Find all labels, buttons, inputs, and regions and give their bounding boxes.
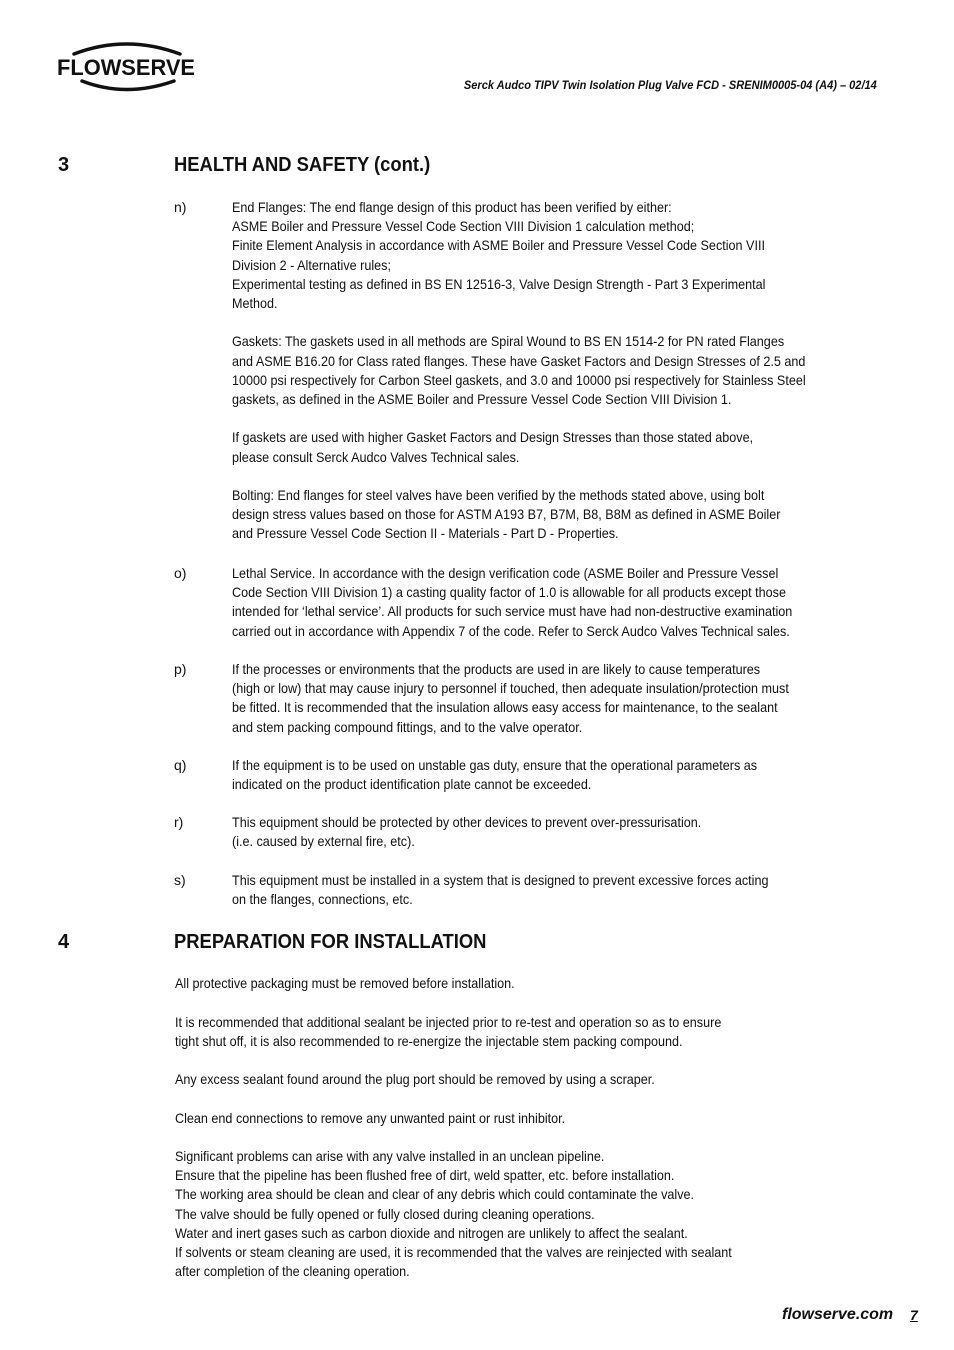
footer-website: flowserve.com	[782, 1306, 894, 1323]
text-line: please consult Serck Audco Valves Technical sales.	[232, 448, 520, 465]
text-line: Experimental testing as defined in BS EN 12516-3, Valve Design Strength - Part 3 Experimental	[232, 275, 766, 292]
text-line: If the equipment is to be used on unstable gas duty, ensure that the operational parameters as	[232, 757, 758, 773]
section-3-title: HEALTH AND SAFETY (cont.)	[174, 154, 431, 176]
item-paragraph	[232, 813, 701, 851]
item-body	[232, 813, 701, 851]
text-line: and ASME B16.20 for Class rated flanges. These have Gasket Factors and Design Stresses of 2.5 and	[232, 352, 806, 369]
text-line: tight shut off, it is also recommended to re-energize the injectable stem packing compound.	[175, 1033, 683, 1050]
text-line: Division 2 - Alternative rules;	[232, 256, 391, 273]
item-paragraph	[232, 871, 768, 909]
item-label: s)	[174, 872, 186, 888]
text-line: End Flanges: The end flange design of this product has been verified by either:	[232, 199, 672, 215]
text-line: Ensure that the pipeline has been flushed free of dirt, weld spatter, etc. before installation.	[175, 1167, 675, 1184]
text-line: This equipment should be protected by other devices to prevent over-pressurisation.	[232, 814, 702, 830]
body-paragraph	[175, 1147, 732, 1281]
item-body	[232, 564, 792, 641]
text-line: (high or low) that may cause injury to personnel if touched, then adequate insulation/protection must	[232, 680, 789, 697]
text-line: be fitted. It is recommended that the insulation allows easy access for maintenance, to the sealant	[232, 699, 778, 716]
item-label: o)	[174, 565, 187, 581]
text-line: carried out in accordance with Appendix 7 of the code. Refer to Serck Audco Valves Technical sales.	[232, 622, 790, 639]
text-line: after completion of the cleaning operation.	[175, 1263, 410, 1280]
text-line: Clean end connections to remove any unwanted paint or rust inhibitor.	[175, 1110, 566, 1126]
text-line: It is recommended that additional sealant be injected prior to re-test and operation so as to ensure	[175, 1014, 722, 1030]
text-line: and stem packing compound fittings, and to the valve operator.	[232, 718, 583, 735]
text-line: Water and inert gases such as carbon dioxide and nitrogen are unlikely to affect the sealant.	[175, 1224, 688, 1241]
item-paragraph	[232, 332, 806, 409]
item-paragraph	[232, 756, 757, 794]
text-line: Finite Element Analysis in accordance with ASME Boiler and Pressure Vessel Code Section VIII	[232, 237, 765, 254]
text-line: Gaskets: The gaskets used in all methods are Spiral Wound to BS EN 1514-2 for PN rated Flanges	[232, 333, 785, 350]
text-line: 10000 psi respectively for Carbon Steel gaskets, and 3.0 and 10000 psi respectively for Stainless Steel	[232, 371, 806, 388]
text-line: Significant problems can arise with any valve installed in an unclean pipeline.	[175, 1148, 605, 1164]
item-paragraph	[232, 198, 806, 313]
section-4-title: PREPARATION FOR INSTALLATION	[174, 931, 487, 953]
body-paragraph	[175, 1013, 721, 1051]
item-label: p)	[174, 661, 187, 677]
item-label: n)	[174, 199, 187, 215]
section-4-number: 4	[58, 931, 70, 953]
text-line: If the processes or environments that the products are used in are likely to cause temperatures	[232, 661, 761, 677]
item-body	[232, 756, 757, 794]
text-line: All protective packaging must be removed before installation.	[175, 975, 515, 991]
text-line: gaskets, as defined in the ASME Boiler and Pressure Vessel Code Section VIII Division 1.	[232, 391, 732, 408]
page-number: 7	[910, 1307, 918, 1323]
item-paragraph	[232, 660, 789, 737]
text-line: The valve should be fully opened or fully closed during cleaning operations.	[175, 1205, 595, 1222]
item-paragraph	[232, 486, 806, 544]
item-paragraph	[232, 428, 806, 466]
item-label: r)	[174, 814, 184, 830]
item-paragraph	[232, 564, 792, 641]
flowserve-logo	[56, 40, 196, 92]
item-body	[232, 660, 789, 737]
text-line: If gaskets are used with higher Gasket Factors and Design Stresses than those stated above,	[232, 429, 754, 446]
logo-wordmark: FLOWSERVE	[57, 55, 195, 80]
item-label: q)	[174, 757, 187, 773]
body-paragraph	[175, 1109, 565, 1128]
text-line: This equipment must be installed in a system that is designed to prevent excessive forces acting	[232, 872, 769, 888]
text-line: Method.	[232, 295, 278, 312]
item-body	[232, 871, 768, 909]
text-line: (i.e. caused by external fire, etc).	[232, 833, 415, 850]
body-paragraph	[175, 974, 515, 993]
item-body	[232, 198, 806, 544]
text-line: Lethal Service. In accordance with the design verification code (ASME Boiler and Pressure Vessel	[232, 565, 779, 581]
text-line: indicated on the product identification plate cannot be exceeded.	[232, 776, 592, 793]
text-line: on the flanges, connections, etc.	[232, 891, 413, 908]
section-3-number: 3	[58, 154, 70, 176]
text-line: intended for ‘lethal service’. All products for such service must have had non-destructive examination	[232, 603, 793, 620]
text-line: Bolting: End flanges for steel valves have been verified by the methods stated above, using bolt	[232, 487, 765, 503]
text-line: and Pressure Vessel Code Section II - Materials - Part D - Properties.	[232, 525, 619, 542]
body-paragraph	[175, 1070, 655, 1089]
text-line: Any excess sealant found around the plug port should be removed by using a scraper.	[175, 1071, 655, 1087]
text-line: Code Section VIII Division 1) a casting quality factor of 1.0 is allowable for all products except those	[232, 584, 786, 601]
text-line: If solvents or steam cleaning are used, it is recommended that the valves are reinjected with sealant	[175, 1244, 732, 1261]
text-line: design stress values based on those for ASTM A193 B7, B7M, B8, B8M as defined in ASME Boiler	[232, 506, 781, 523]
text-line: ASME Boiler and Pressure Vessel Code Section VIII Division 1 calculation method;	[232, 218, 695, 235]
document-title: Serck Audco TIPV Twin Isolation Plug Valve FCD - SRENIM0005-04 (A4) – 02/14	[464, 78, 877, 92]
text-line: The working area should be clean and clear of any debris which could contaminate the valve.	[175, 1186, 695, 1203]
